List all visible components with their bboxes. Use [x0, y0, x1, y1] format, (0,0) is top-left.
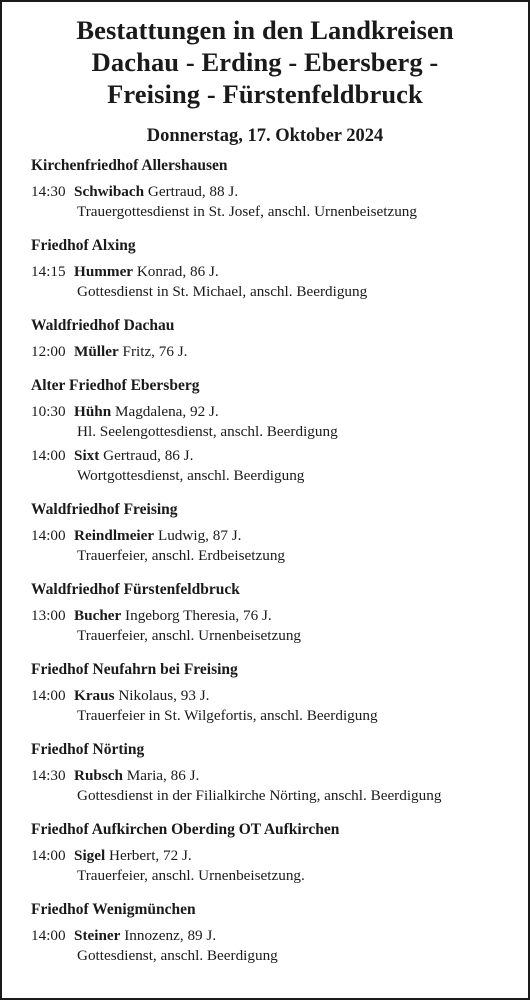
- cemetery-name: Waldfriedhof Freising: [31, 501, 178, 518]
- burial-entry: [31, 402, 521, 442]
- burial-entry: [31, 846, 521, 886]
- cemetery-section: [31, 820, 521, 886]
- cemetery-name: Friedhof Wenigmünchen: [31, 901, 196, 918]
- cemetery-name: Friedhof Alxing: [31, 237, 136, 254]
- deceased-given-name-age: Innozenz, 89 J.: [120, 927, 217, 944]
- service-details: Trauerfeier in St. Wilgefortis, anschl. Beerdigung: [77, 707, 378, 724]
- cemetery-section: [31, 580, 521, 646]
- cemetery-section: [31, 236, 521, 302]
- deceased-surname: Schwibach: [74, 183, 145, 200]
- burial-time: 14:00: [31, 447, 66, 464]
- burial-entry-line: [31, 766, 521, 786]
- notice-title-line-3: Freising - Fürstenfeldbruck: [107, 79, 423, 109]
- service-details: Trauerfeier, anschl. Erdbeisetzung: [77, 547, 286, 564]
- deceased-surname: Kraus: [74, 687, 115, 704]
- burial-entry: [31, 526, 521, 566]
- burial-entry-line: [31, 606, 521, 626]
- cemetery-name: Alter Friedhof Ebersberg: [31, 377, 200, 394]
- burial-entry: [31, 686, 521, 726]
- service-details: Trauerfeier, anschl. Urnenbeisetzung.: [77, 867, 305, 884]
- burial-entry: [31, 262, 521, 302]
- burial-entry-line: [31, 846, 521, 866]
- deceased-given-name-age: Ingeborg Theresia, 76 J.: [121, 607, 272, 624]
- service-details: Gottesdienst, anschl. Beerdigung: [77, 947, 278, 964]
- deceased-surname: Müller: [74, 343, 119, 360]
- burial-entry-line: [31, 262, 521, 282]
- burial-time: 12:00: [31, 343, 66, 360]
- burial-entry-line: [31, 342, 521, 362]
- cemetery-name: Waldfriedhof Fürstenfeldbruck: [31, 581, 240, 598]
- burial-entry: [31, 182, 521, 222]
- deceased-surname: Hummer: [74, 263, 134, 280]
- burial-entry-line: [31, 402, 521, 422]
- service-details: Trauergottesdienst in St. Josef, anschl. Urnenbeisetzung: [77, 203, 417, 220]
- deceased-given-name-age: Herbert, 72 J.: [105, 847, 192, 864]
- burial-time: 14:30: [31, 183, 66, 200]
- burial-entry: [31, 342, 521, 362]
- burial-time: 14:00: [31, 927, 66, 944]
- burial-entry-line: [31, 686, 521, 706]
- deceased-surname: Bucher: [74, 607, 122, 624]
- burial-time: 14:00: [31, 847, 66, 864]
- service-details: Gottesdienst in St. Michael, anschl. Beerdigung: [77, 283, 368, 300]
- burial-time: 13:00: [31, 607, 66, 624]
- cemetery-section: [31, 900, 521, 966]
- burial-time: 14:00: [31, 527, 66, 544]
- burial-entry: [31, 606, 521, 646]
- burial-entry: [31, 926, 521, 966]
- deceased-surname: Steiner: [74, 927, 121, 944]
- cemetery-list: [31, 156, 521, 980]
- deceased-given-name-age: Nikolaus, 93 J.: [114, 687, 210, 704]
- deceased-surname: Hühn: [74, 403, 112, 420]
- service-details: Hl. Seelengottesdienst, anschl. Beerdigung: [77, 423, 338, 440]
- cemetery-section: [31, 156, 521, 222]
- deceased-given-name-age: Ludwig, 87 J.: [154, 527, 242, 544]
- deceased-given-name-age: Maria, 86 J.: [122, 767, 200, 784]
- cemetery-name: Waldfriedhof Dachau: [31, 317, 175, 334]
- burial-entry: [31, 766, 521, 806]
- cemetery-section: [31, 500, 521, 566]
- burial-entry-line: [31, 446, 521, 466]
- burial-time: 14:30: [31, 767, 66, 784]
- burial-time: 14:00: [31, 687, 66, 704]
- deceased-given-name-age: Fritz, 76 J.: [118, 343, 188, 360]
- cemetery-name: Friedhof Nörting: [31, 741, 145, 758]
- service-details: Trauerfeier, anschl. Urnenbeisetzung: [77, 627, 302, 644]
- burial-time: 10:30: [31, 403, 66, 420]
- notice-date: Donnerstag, 17. Oktober 2024: [146, 126, 384, 146]
- cemetery-name: Friedhof Aufkirchen Oberding OT Aufkirchen: [31, 821, 340, 838]
- cemetery-section: [31, 376, 521, 486]
- cemetery-name: Friedhof Neufahrn bei Freising: [31, 661, 238, 678]
- burial-entry: [31, 446, 521, 486]
- cemetery-section: [31, 740, 521, 806]
- burial-entry-line: [31, 926, 521, 946]
- notice-title-line-1: Bestattungen in den Landkreisen: [76, 15, 454, 45]
- burial-entry-line: [31, 182, 521, 202]
- deceased-given-name-age: Gertraud, 88 J.: [144, 183, 239, 200]
- deceased-surname: Sixt: [74, 447, 100, 464]
- notice-title-line-2: Dachau - Erding - Ebersberg -: [91, 47, 439, 77]
- burial-entry-line: [31, 526, 521, 546]
- service-details: Gottesdienst in der Filialkirche Nörting, anschl. Beerdigung: [77, 787, 442, 804]
- deceased-given-name-age: Konrad, 86 J.: [133, 263, 219, 280]
- deceased-given-name-age: Magdalena, 92 J.: [111, 403, 219, 420]
- cemetery-section: [31, 316, 521, 362]
- burial-time: 14:15: [31, 263, 66, 280]
- cemetery-name: Kirchenfriedhof Allershausen: [31, 157, 228, 174]
- deceased-surname: Reindlmeier: [74, 527, 155, 544]
- deceased-given-name-age: Gertraud, 86 J.: [99, 447, 194, 464]
- deceased-surname: Sigel: [74, 847, 106, 864]
- deceased-surname: Rubsch: [74, 767, 123, 784]
- cemetery-section: [31, 660, 521, 726]
- service-details: Wortgottesdienst, anschl. Beerdigung: [77, 467, 305, 484]
